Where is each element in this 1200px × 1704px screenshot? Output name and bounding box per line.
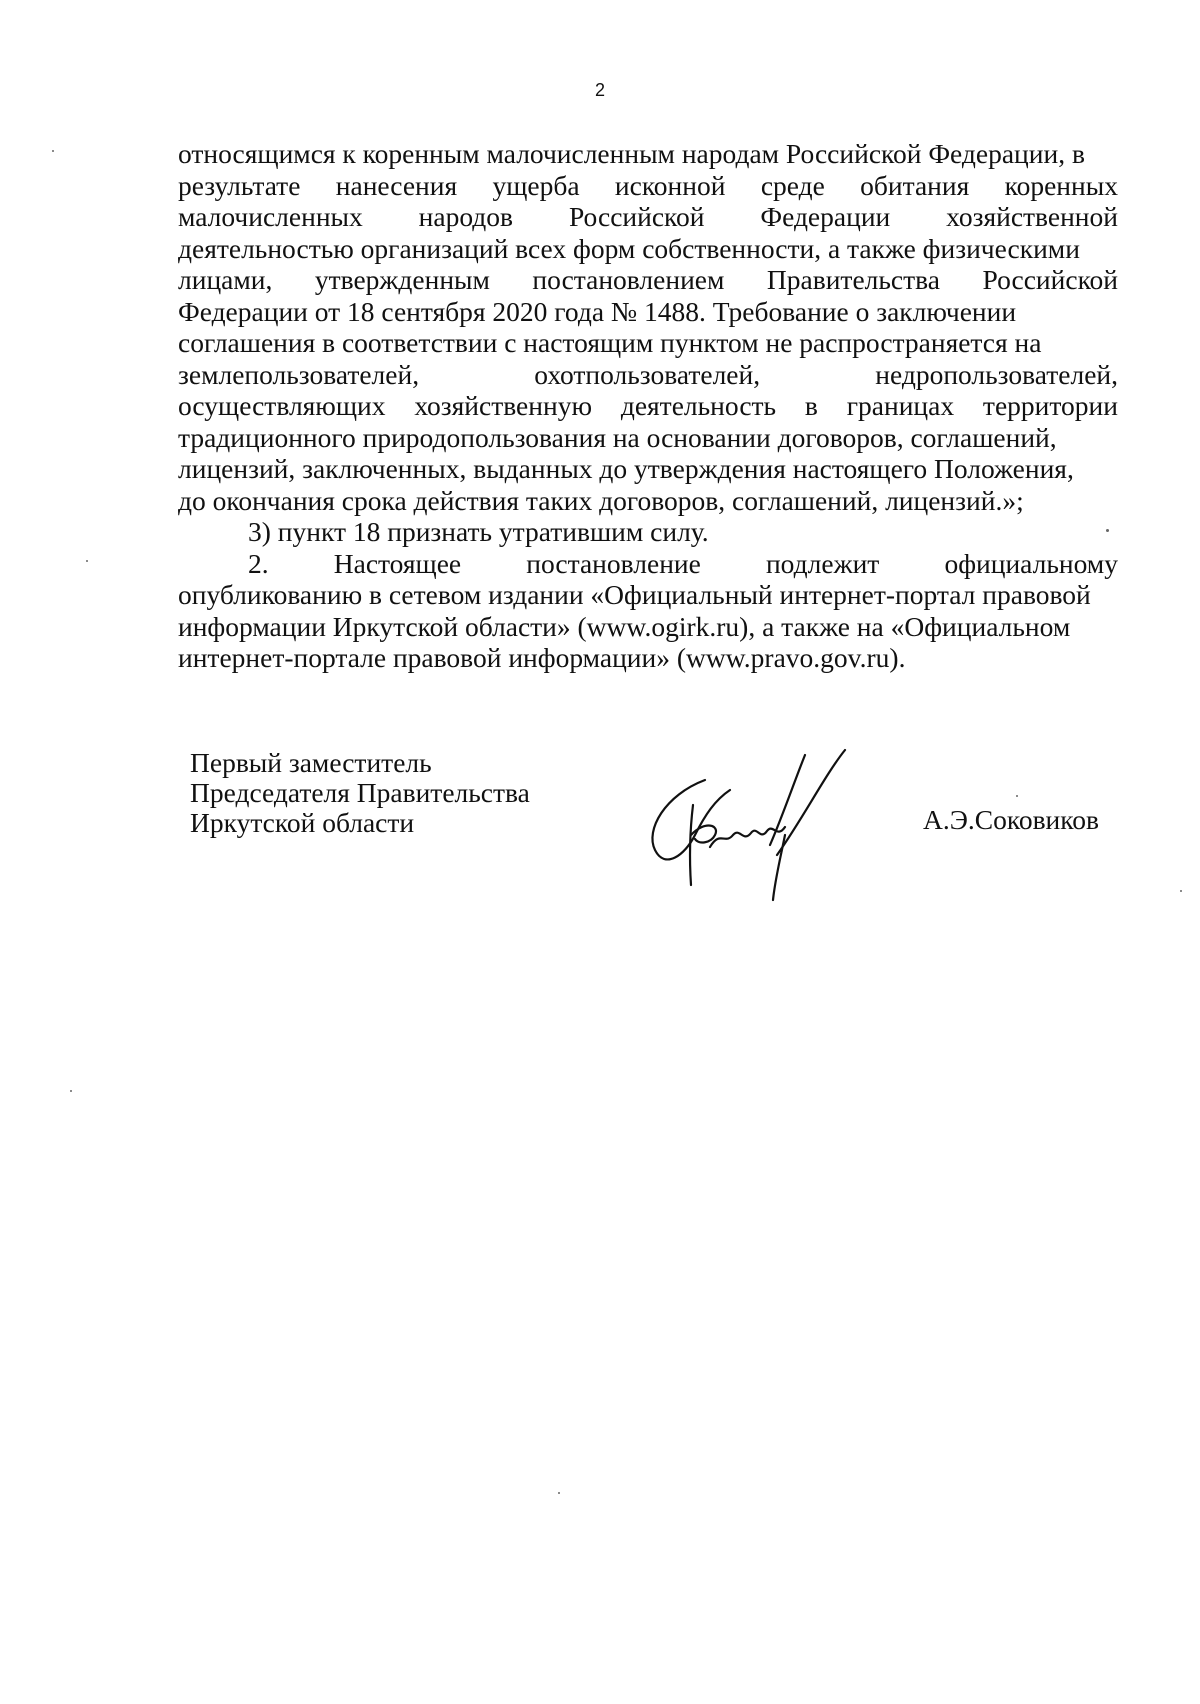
paragraph-line: лицензий, заключенных, выданных до утверждения настоящего Положения, xyxy=(178,453,1074,484)
paragraph-line: относящимся к коренным малочисленным народам Российской Федерации, в xyxy=(178,138,1085,169)
item-3: 3) пункт 18 признать утратившим силу. xyxy=(248,516,709,547)
word: ущерба xyxy=(492,169,580,201)
word: постановлением xyxy=(532,264,725,295)
word: недропользователей, xyxy=(875,358,1118,390)
word: коренных xyxy=(1004,169,1118,201)
scan-speck xyxy=(1106,529,1109,532)
scan-speck xyxy=(52,150,54,152)
word: осуществляющих xyxy=(178,390,386,421)
word: обитания xyxy=(860,169,970,201)
paragraph-line: соглашения в соответствии с настоящим пунктом не распространяется на xyxy=(178,327,1042,358)
paragraph-line: опубликованию в сетевом издании «Официальный интернет-портал правовой xyxy=(178,579,1091,610)
paragraph-line xyxy=(178,264,1118,296)
word: результате xyxy=(178,169,301,201)
paragraph-line: традиционного природопользования на основании договоров, соглашений, xyxy=(178,421,1057,453)
word: границах xyxy=(846,390,955,421)
signatory-title-line: Первый заместитель xyxy=(190,747,432,778)
word: исконной xyxy=(614,169,726,201)
word: подлежит xyxy=(765,547,880,579)
paragraph-line: Федерации от 18 сентября 2020 года № 1488. Требование о заключении xyxy=(178,295,1017,327)
signatory-title xyxy=(190,748,530,838)
word: хозяйственную xyxy=(414,390,592,421)
signatory-name: А.Э.Соковиков xyxy=(923,804,1099,835)
main-paragraph xyxy=(178,138,1118,516)
word: утвержденным xyxy=(314,264,490,295)
paragraph-line: интернет-портале правовой информации» (www.pravo.gov.ru). xyxy=(178,642,906,673)
signatory-title-line: Иркутской области xyxy=(190,807,415,838)
word: малочисленных xyxy=(178,201,363,232)
paragraph-line: деятельностью организаций всех форм собственности, а также физическими xyxy=(178,232,1080,264)
scan-speck xyxy=(1180,890,1182,892)
scan-speck xyxy=(1016,795,1018,797)
word: лицами, xyxy=(178,264,273,295)
page-number: 2 xyxy=(594,80,605,100)
word: постановление xyxy=(526,547,701,579)
word: нанесения xyxy=(335,169,458,201)
word: 2. xyxy=(248,547,269,579)
word: народов xyxy=(418,201,514,232)
scan-speck xyxy=(86,560,88,562)
word: деятельность xyxy=(620,390,777,421)
word: Правительства xyxy=(766,264,940,295)
scan-speck xyxy=(558,1492,560,1494)
scan-speck xyxy=(70,1090,72,1092)
word: охотпользователей, xyxy=(534,358,761,390)
word: хозяйственной xyxy=(946,201,1118,232)
item-2-paragraph xyxy=(178,579,1118,674)
paragraph-line xyxy=(178,390,1118,422)
paragraph-line xyxy=(178,170,1118,202)
word: в xyxy=(804,390,818,421)
word: Федерации xyxy=(760,201,891,232)
paragraph-line: до окончания срока действия таких договоров, соглашений, лицензий.»; xyxy=(178,484,1024,516)
word: землепользователей, xyxy=(178,358,420,390)
signatory-title-line: Председателя Правительства xyxy=(190,777,530,808)
word: Российской xyxy=(568,201,705,232)
word: Настоящее xyxy=(333,547,462,579)
paragraph-line: информации Иркутской области» (www.ogirk.ru), а также на «Официальном xyxy=(178,610,1071,642)
word: Российской xyxy=(982,264,1118,295)
word: территории xyxy=(982,390,1118,421)
word: среде xyxy=(760,169,825,201)
handwritten-signature xyxy=(645,735,875,905)
paragraph-line xyxy=(178,201,1118,233)
word: официальному xyxy=(944,547,1118,579)
body-text xyxy=(178,138,1118,674)
item-2-first-line xyxy=(178,548,1118,580)
paragraph-line xyxy=(178,359,1118,391)
